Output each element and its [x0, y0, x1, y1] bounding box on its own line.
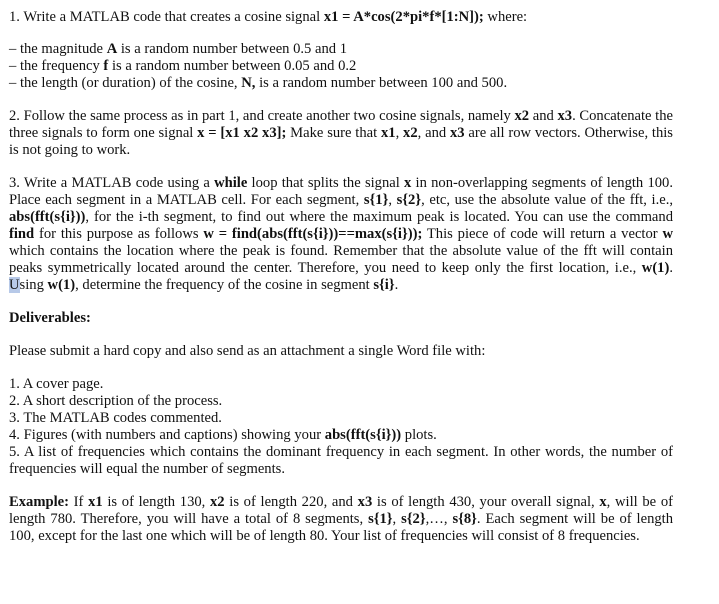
deliverable-item: 1. A cover page.: [9, 376, 104, 392]
deliverable-item: 3. The MATLAB codes commented.: [9, 410, 222, 426]
text-cursor-highlight: U: [9, 277, 20, 293]
deliverable-item: 5. A list of frequencies which contains the dominant frequency in each segment. In other words, the number of frequencies will equal the number of segments.: [9, 444, 673, 477]
deliverables-heading: Deliverables:: [9, 310, 91, 326]
bullet-magnitude: – the magnitude A is a random number between 0.5 and 1: [9, 41, 348, 57]
bullet-frequency: – the frequency f is a random number between 0.05 and 0.2: [9, 58, 357, 74]
part1-heading: [9, 9, 673, 26]
deliverable-item: 4. Figures (with numbers and captions) showing your abs(fft(s{i})) plots.: [9, 427, 437, 443]
deliverable-item: 2. A short description of the process.: [9, 393, 223, 409]
part1-lead-text: 1. Write a MATLAB code that creates a cosine signal: [9, 9, 324, 25]
part2-paragraph: 2. Follow the same process as in part 1, and create another two cosine signals, namely x2 and x3. Concatenate the three signals to form one signal x = [x1 x2 x3]; Make sure that x1, x2, and x3 are all row vectors. Otherwise, this is not going to work.: [9, 108, 673, 158]
example-paragraph: Example: If x1 is of length 130, x2 is of length 220, and x3 is of length 430, your overall signal, x, will be of length 780. Therefore, you will have a total of 8 segments, s{1}, s{2},…, s{8}. Each segment will be of length 100, except for the last one which will be of length 80. Your list of frequencies will consist of 8 frequencies.: [9, 494, 674, 544]
submit-instructions: Please submit a hard copy and also send as an attachment a single Word file with:: [9, 343, 486, 359]
bullet-length: – the length (or duration) of the cosine, N, is a random number between 100 and 500.: [9, 75, 508, 91]
part1-code: x1 = A*cos(2*pi*f*[1:N]);: [323, 9, 484, 25]
part3-paragraph: 3. Write a MATLAB code using a while loop that splits the signal x in non-overlapping segments of length 100. Place each segment in a MATLAB cell. For each segment, s{1}, s{2}, etc, use the absolute value of the fft, i.e., abs(fft(s{i})), for the i-th segment, to find out where the maximum peak is located. You can use the command find for this purpose as follows w = find(abs(fft(s{i}))==max(s{i})); This piece of code will return a vector w which contains the location where the peak is found. Remember that the absolute value of the fft will contain peaks symmetrically located around the center. Therefore, you need to keep only the first location, i.e., w(1). Using w(1), determine the frequency of the cosine in segment s{i}.: [9, 175, 674, 293]
part1-tail-text: where:: [483, 9, 528, 25]
